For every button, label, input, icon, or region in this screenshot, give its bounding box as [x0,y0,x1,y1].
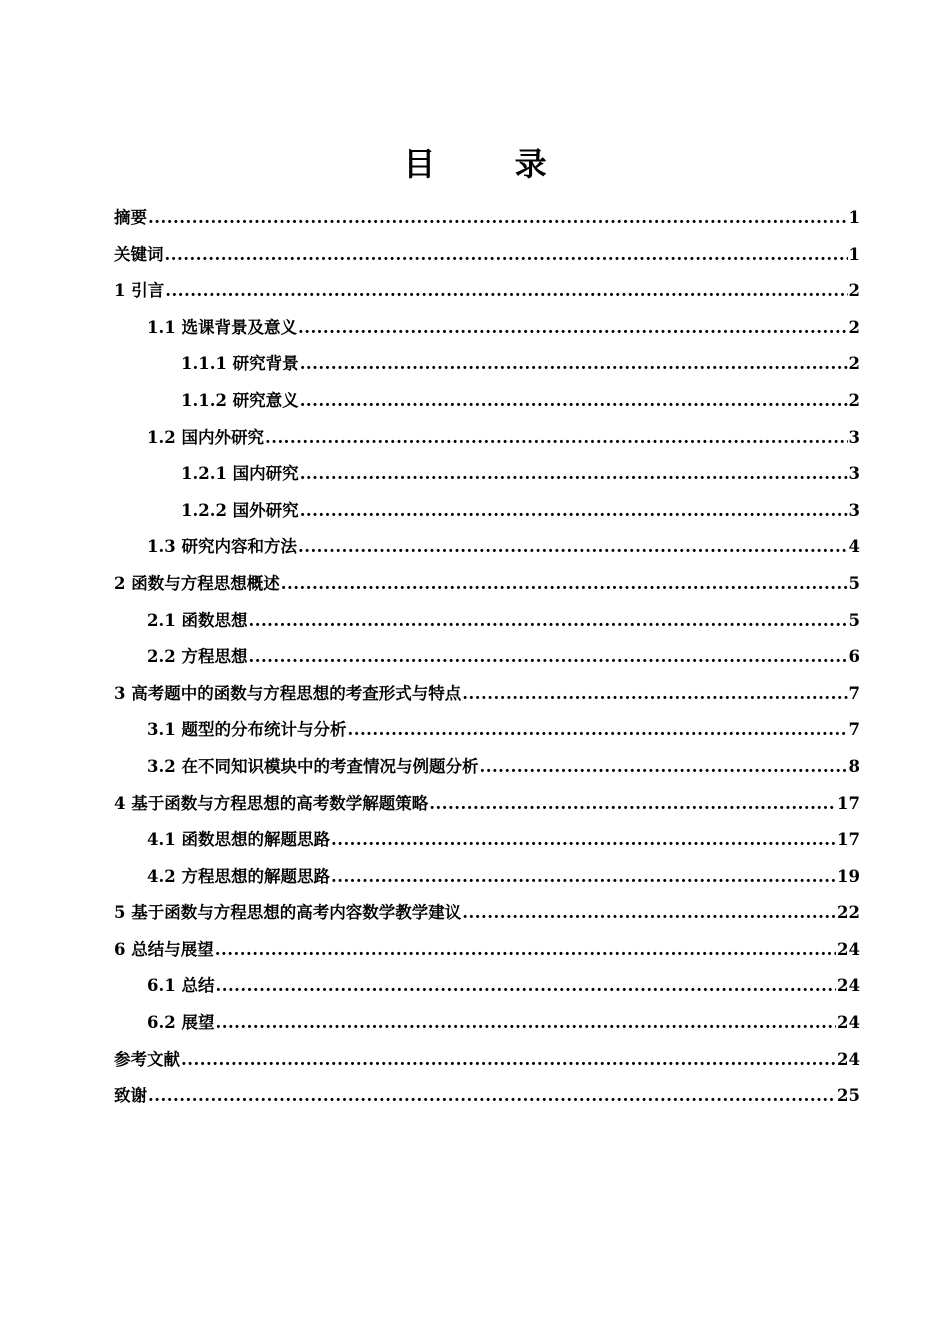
toc-dot-leader [165,273,847,310]
toc-entry[interactable] [114,310,860,347]
toc-entry-title: 2.2 方程思想 [147,647,248,667]
toc-page-number: 2 [848,281,860,301]
toc-entry-title: 3.2 在不同知识模块中的考查情况与例题分析 [147,756,479,776]
toc-entry-title: 4.1 函数思想的解题思路 [147,830,330,850]
toc-page-number: 17 [837,830,860,850]
toc-dot-leader [298,529,848,566]
toc-entry-title: 1.1.1 研究背景 [181,354,299,374]
toc-page-number: 24 [837,939,860,959]
toc-page-number: 7 [848,683,860,703]
toc-entry-title: 1.2 国内外研究 [147,427,264,447]
toc-entry-title: 摘要 [114,208,147,227]
toc-entry[interactable] [114,968,860,1005]
toc-page-number: 25 [837,1086,860,1106]
toc-page-number: 24 [837,976,860,996]
toc-page-number: 7 [848,720,860,740]
toc-entry-title: 6.1 总结 [147,976,215,996]
toc-entry-title: 4 基于函数与方程思想的高考数学解题策略 [114,793,429,813]
toc-entry-title: 参考文献 [114,1049,180,1069]
toc-dot-leader [248,639,847,676]
toc-entry[interactable] [114,1042,860,1079]
toc-dot-leader [215,968,836,1005]
toc-dot-leader [300,346,848,383]
toc-page-number: 5 [848,573,860,593]
toc-dot-leader [215,932,836,969]
toc-dot-leader [298,310,848,347]
toc-entry-title: 关键词 [114,244,164,264]
toc-page-number: 1 [848,208,860,227]
toc-dot-leader [148,200,848,237]
toc-page-number: 4 [848,537,860,557]
toc-entry[interactable] [114,346,860,383]
toc-entry-title: 5 基于函数与方程思想的高考内容数学教学建议 [114,903,462,923]
toc-page-number: 1 [848,244,860,264]
toc-entry[interactable] [114,273,860,310]
toc-entry[interactable] [114,493,860,530]
toc-dot-leader [300,493,848,530]
toc-page-number: 8 [848,756,860,776]
toc-entry[interactable] [114,456,860,493]
toc-entry-title: 1 引言 [114,281,165,301]
toc-entry-title: 4.2 方程思想的解题思路 [147,866,330,886]
toc-dot-leader [479,749,847,786]
toc-page-number: 19 [837,866,860,886]
toc-entry[interactable] [114,932,860,969]
toc-dot-leader [462,676,847,713]
toc-dot-leader [300,456,848,493]
toc-page-number: 17 [837,793,860,813]
toc-dot-leader [429,786,836,823]
toc-entry[interactable] [114,1005,860,1042]
toc-page-number: 3 [848,427,860,447]
toc-page-number: 5 [848,610,860,630]
toc-entry-title: 6 总结与展望 [114,939,214,959]
toc-dot-leader [148,1078,836,1115]
toc-entry-title: 1.2.2 国外研究 [181,500,299,520]
toc-dot-leader [281,566,848,603]
toc-dot-leader [181,1042,836,1079]
toc-entry[interactable] [114,420,860,457]
toc-page-number: 2 [848,317,860,337]
toc-dot-leader [331,859,836,896]
toc-entry[interactable] [114,603,860,640]
toc-entry-title: 1.1.2 研究意义 [181,390,299,410]
toc-entry[interactable] [114,1078,860,1115]
toc-entry-title: 2 函数与方程思想概述 [114,573,280,593]
toc-page-number: 3 [848,500,860,520]
toc-page-number: 24 [837,1049,860,1069]
toc-page-number: 22 [837,903,860,923]
toc-entry-title: 6.2 展望 [147,1013,215,1033]
toc-page-number: 24 [837,1013,860,1033]
toc-entry-title: 2.1 函数思想 [147,610,248,630]
toc-dot-leader [215,1005,836,1042]
toc-entry[interactable] [114,639,860,676]
toc-entry[interactable] [114,749,860,786]
toc-entry[interactable] [114,786,860,823]
toc-entry[interactable] [114,529,860,566]
toc-entry[interactable] [114,676,860,713]
toc-entry[interactable] [114,822,860,859]
table-of-contents [114,200,860,1115]
toc-entry[interactable] [114,566,860,603]
toc-dot-leader [462,895,836,932]
toc-entry-title: 1.3 研究内容和方法 [147,537,297,557]
toc-page-number: 2 [848,390,860,410]
toc-entry-title: 3.1 题型的分布统计与分析 [147,720,347,740]
toc-dot-leader [347,712,847,749]
toc-dot-leader [165,237,848,274]
toc-entry[interactable] [114,237,860,274]
toc-dot-leader [265,420,848,457]
toc-dot-leader [300,383,848,420]
toc-entry[interactable] [114,383,860,420]
toc-entry-title: 致谢 [114,1086,147,1106]
toc-dot-leader [248,603,847,640]
toc-page-number: 3 [848,464,860,484]
toc-entry[interactable] [114,859,860,896]
toc-page-number: 6 [848,647,860,667]
toc-entry[interactable] [114,712,860,749]
toc-title: 目 录 [403,145,581,183]
toc-entry-title: 1.2.1 国内研究 [181,464,299,484]
toc-page-number: 2 [848,354,860,374]
toc-entry-title: 1.1 选课背景及意义 [147,317,297,337]
toc-entry-title: 3 高考题中的函数与方程思想的考查形式与特点 [114,683,462,703]
toc-entry[interactable] [114,200,860,237]
toc-dot-leader [331,822,836,859]
toc-entry[interactable] [114,895,860,932]
